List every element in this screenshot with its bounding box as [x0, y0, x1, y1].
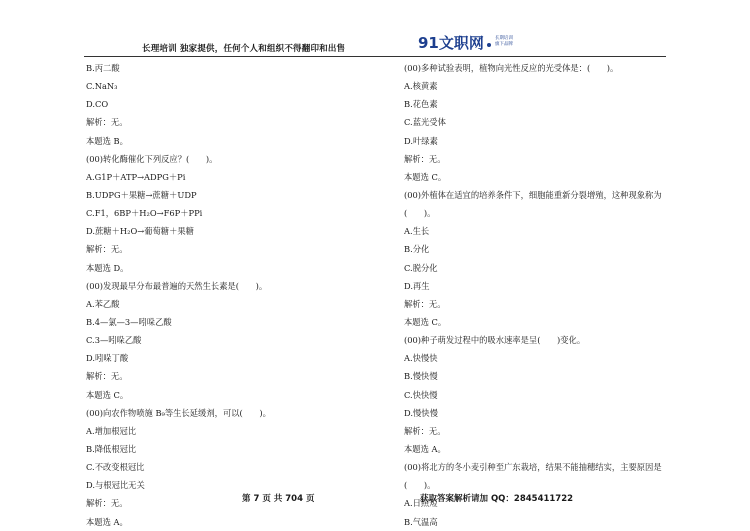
text-line: B.丙二酸 — [86, 63, 120, 73]
text-line: 解析：无。 — [404, 153, 446, 164]
text-line: 本题选 C。 — [404, 171, 447, 182]
text-line: C.不改变根冠比 — [86, 462, 145, 473]
logo-tagline — [495, 36, 513, 48]
text-line: A.生长 — [404, 226, 430, 237]
text-line: C.蓝光受体 — [404, 117, 446, 128]
text-line: A.快慢快 — [404, 353, 438, 364]
text-line: 本题选 A。 — [86, 516, 128, 527]
text-line: B.降低根冠比 — [86, 443, 137, 454]
text-line: A.苯乙酸 — [86, 298, 120, 309]
text-line: ( )。 — [404, 208, 436, 219]
text-line: 本题选 D。 — [86, 262, 129, 273]
text-line: 解析：无。 — [404, 425, 446, 436]
text-line: 解析：无。 — [86, 498, 128, 509]
text-line: 本题选 C。 — [404, 316, 447, 327]
text-line: A.日照短 — [404, 498, 438, 509]
text-line: C.快快慢 — [404, 389, 438, 400]
text-line: B.花色素 — [404, 99, 438, 110]
text-line: D.叶绿素 — [404, 135, 438, 146]
text-line: D.慢快慢 — [404, 407, 438, 418]
text-line: (00)种子萌发过程中的吸水速率是呈( )变化。 — [404, 335, 586, 346]
text-line: 解析：无。 — [404, 298, 446, 309]
text-line: C.脱分化 — [404, 262, 438, 273]
text-line: B.UDPG＋果糖→蔗糖＋UDP — [86, 189, 197, 200]
text-line: (00)将北方的冬小麦引种至广东栽培，结果不能抽穗结实，主要原因是 — [404, 462, 662, 473]
header-notice: 长理培训 独家提供，任何个人和组织不得翻印和出售 — [142, 44, 346, 54]
text-line: A.G1P＋ATP→ADPG＋Pi — [86, 171, 186, 182]
contact-info: 获取答案解析请加 QQ：2845411722 — [420, 494, 574, 504]
text-line: C.NaN₃ — [86, 81, 118, 92]
text-line: (00)向农作物喷施 B₉等生长延缓剂，可以( )。 — [86, 407, 271, 418]
text-line: B.慢快慢 — [404, 371, 438, 382]
text-line: (00)外植体在适宜的培养条件下，细胞能重新分裂增殖，这种现象称为 — [404, 189, 662, 200]
text-line: 本题选 C。 — [86, 389, 129, 400]
text-line: D.吲哚丁酸 — [86, 353, 129, 364]
page-number: 第 7 页 共 704 页 — [242, 494, 315, 504]
text-line: 本题选 B。 — [86, 135, 128, 146]
left-column — [86, 59, 376, 531]
text-line: 本题选 A。 — [404, 443, 446, 454]
text-line: (00)转化酶催化下列反应？( )。 — [86, 153, 218, 164]
text-line: C.3—吲哚乙酸 — [86, 335, 142, 346]
text-line: B.4—氯—3—吲哚乙酸 — [86, 316, 172, 327]
text-line: 解析：无。 — [86, 244, 128, 255]
text-line: D.再生 — [404, 280, 430, 291]
site-logo — [418, 31, 513, 53]
text-line: B.分化 — [404, 244, 430, 255]
logo-text: 91文职网 — [418, 33, 484, 52]
logo-dot-icon — [487, 43, 491, 47]
header-divider — [84, 56, 666, 57]
text-line: B.气温高 — [404, 516, 438, 527]
text-line: A.核黄素 — [404, 81, 438, 92]
text-line: D.CO — [86, 99, 109, 110]
text-line: 解析：无。 — [86, 371, 128, 382]
text-line: D.与根冠比无关 — [86, 480, 145, 491]
text-line: (00)发现最早分布最普遍的天然生长素是( )。 — [86, 280, 268, 291]
text-line: (00)多种试验表明，植物向光性反应的光受体是：( )。 — [404, 63, 619, 73]
text-line: C.F1，6BP＋H₂O→F6P＋PPi — [86, 208, 203, 219]
text-line: 解析：无。 — [86, 117, 128, 128]
logo-tag-line-2: 旗下品牌 — [494, 42, 513, 47]
text-line: D.蔗糖＋H₂O→葡萄糖＋果糖 — [86, 226, 194, 237]
logo-tag-line-1: 长期培训 — [494, 36, 513, 41]
text-line: ( )。 — [404, 480, 436, 491]
text-line: A.增加根冠比 — [86, 425, 137, 436]
right-column — [404, 59, 694, 531]
